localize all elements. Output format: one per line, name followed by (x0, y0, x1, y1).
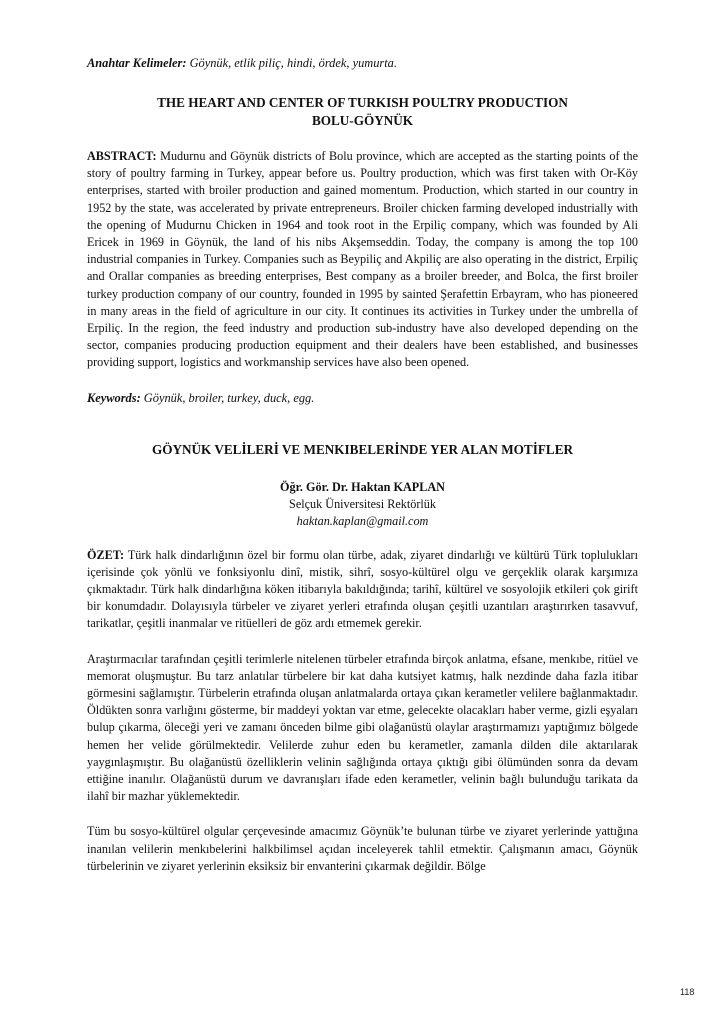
ozet-paragraph (87, 547, 638, 633)
abstract (87, 148, 638, 372)
body-paragraph-2: Araştırmacılar tarafından çeşitli terimlerle nitelenen türbeler etrafında birçok anlatma, efsane, menkıbe, ritüel ve memorat oluşmuştur. Bu tarz anlatılar türbelere bir kat daha kutsiyet katmış, halk nezdinde daha fazla itibar görmesini sağlamıştır. Türbelerin etrafında oluşan anlatmalarda ortaya çıkan kerametler velilere bağlanmaktadır. Öldükten sonra varlığını gösterme, bir maddeyi yoktan var etme, gelecekte olacakları haber verme, gizli eşyaları bulup çıkarma, öleceği yeri ve zamanı önceden bilme gibi olağanüstü olaylar araştırmamızı yaptığımız bölgede hemen her velide görülmektedir. Velilerde zuhur eden bu kerametler, zamanla dilden dile aktarılarak yaygınlaşmıştır. Bu olağanüstü özelliklerin velinin sağlığında ortaya çıktığı gibi ölümünden sonra da devam ettiğine inanılır. Olağanüstü durum ve davranışları ifade eden kerametler, velinin bağlı bulunduğu tarikata da ilahî bir mazhar yüklemektedir. (87, 651, 638, 804)
keywords-tr-label: Anahtar Kelimeler: (87, 56, 187, 70)
paper-page (87, 55, 638, 893)
english-title-line-2: BOLU-GÖYNÜK (311, 113, 414, 128)
author-email: haktan.kaplan@gmail.com (296, 513, 429, 528)
turkish-title: GÖYNÜK VELİLERİ VE MENKIBELERİNDE YER ALAN MOTİFLER (151, 441, 574, 457)
ozet-text: Türk halk dindarlığının özel bir formu olan türbe, adak, ziyaret dindarlığı ve kültürü Türk toplulukları içerisinde çok yönlü ve fonksiyonlu dinî, mistik, sihrî, sosyo-kültürel olgu ve gerçeklik olarak karşımıza çıkmaktadır. Türk halk dindarlığına köken itibarıyla bakıldığında; tarihî, kültürel ve sosyolojik etkileri çok girift bir konumdadır. Dolayısıyla türbeler ve ziyaret yerleri etrafında oluşan çeşitli uzantıları araştırırken tasavvuf, tarikatlar, çeşitli inanmalar ve ritüelleri de göz ardı etmemek gerekir. (87, 547, 638, 631)
body-paragraph-3: Tüm bu sosyo-kültürel olgular çerçevesinde amacımız Göynük’te bulunan türbe ve ziyaret yerlerinde yattığına inanılan velilerin menkıbelerini halkbilimsel açıdan inceleyerek tahlil etmektir. Çalışmanın amacı, Göynük türbelerinin ve ziyaret yerlerinin eksiksiz bir envanterini çıkarmak değildir. Bölge (87, 824, 638, 873)
keywords-en (87, 390, 638, 407)
keywords-en-label: Keywords: (87, 390, 141, 405)
english-title-line-1: THE HEART AND CENTER OF TURKISH POULTRY PRODUCTION (157, 95, 568, 110)
ozet-label: ÖZET: (87, 547, 125, 562)
keywords-tr (87, 55, 638, 72)
page-number: 118 (680, 987, 695, 997)
keywords-en-text: Göynük, broiler, turkey, duck, egg. (140, 390, 315, 405)
author-block (87, 479, 638, 530)
abstract-text: Mudurnu and Göynük districts of Bolu province, which are accepted as the starting points of the story of poultry farming in Turkey, appear before us. Poultry production, which was first taken with Or-Köy enterprises, started with broiler production and gained momentum. Production, which started in our country in 1952 by the state, was accelerated by private entrepreneurs. Broiler chicken farming developed industrially with the opening of Mudurnu Chicken in 1964 and took root in the Erpiliç company, which was founded by Ali Ericek in 1969 in Göynük, the land of his nibs Akşemseddin. Today, the company is among the top 100 industrial companies in Turkey. Companies such as Beypiliç and Akpiliç are also operating in the district, Erpiliç and Orallar companies as breeding enterprises, Best company as a broiler breeder, and Bolca, the first broiler turkey production company of our country, founded in 1995 by sainted Şerafettin Erbayram, who has pioneered in many areas in the field of agriculture in our city. It continues its activities in Turkey under the umbrella of Erpiliç. In the region, the feed industry and production sub-industry have also developed depending on the sector, companies producing production equipment and their dealers have been established, and businesses providing support, logistics and workmanship services have also been opened. (87, 149, 638, 370)
author-name: Öğr. Gör. Dr. Haktan KAPLAN (280, 479, 445, 494)
english-title (87, 94, 638, 130)
keywords-tr-text: Göynük, etlik piliç, hindi, ördek, yumurta. (186, 56, 397, 70)
author-affiliation: Selçuk Üniversitesi Rektörlük (289, 496, 436, 511)
abstract-label: ABSTRACT: (87, 149, 157, 163)
